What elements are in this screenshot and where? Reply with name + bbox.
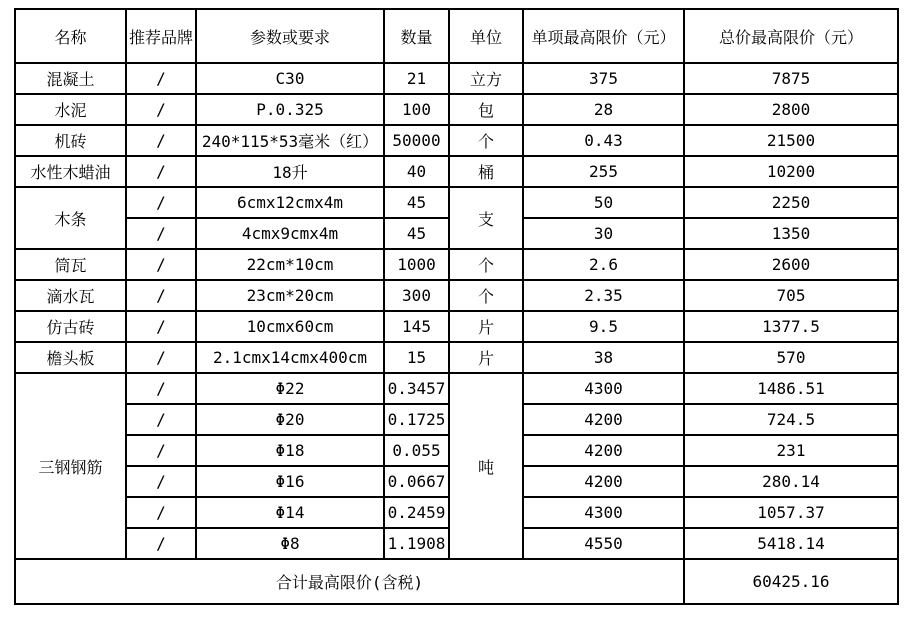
cell-spec: Φ16 <box>196 466 384 497</box>
table-row <box>15 280 898 311</box>
cell-total-price: 231 <box>684 435 898 466</box>
cell-spec: P.0.325 <box>196 94 384 125</box>
header-total-price-limit: 总价最高限价（元） <box>684 9 898 63</box>
cell-name: 水泥 <box>15 94 126 125</box>
cell-spec: 6cmx12cmx4m <box>196 187 384 218</box>
cell-total-price: 280.14 <box>684 466 898 497</box>
cell-quantity: 100 <box>384 94 449 125</box>
cell-unit: 个 <box>449 125 523 156</box>
cell-unit-price: 2.6 <box>523 249 684 280</box>
cell-brand: / <box>126 435 196 466</box>
cell-brand: / <box>126 94 196 125</box>
cell-brand: / <box>126 63 196 94</box>
cell-unit-price: 255 <box>523 156 684 187</box>
total-row <box>15 559 898 604</box>
cell-unit: 片 <box>449 342 523 373</box>
header-brand: 推荐品牌 <box>126 9 196 63</box>
table-row <box>15 125 898 156</box>
cell-unit-price: 38 <box>523 342 684 373</box>
cell-unit-price: 4300 <box>523 373 684 404</box>
cell-unit-price: 375 <box>523 63 684 94</box>
cell-unit: 桶 <box>449 156 523 187</box>
cell-unit-price: 50 <box>523 187 684 218</box>
cell-spec: 2.1cmx14cmx400cm <box>196 342 384 373</box>
cell-total-price: 705 <box>684 280 898 311</box>
cell-spec: Φ20 <box>196 404 384 435</box>
cell-name: 木条 <box>15 187 126 249</box>
cell-name: 水性木蜡油 <box>15 156 126 187</box>
total-value: 60425.16 <box>684 559 898 604</box>
cell-quantity: 1000 <box>384 249 449 280</box>
header-row <box>15 9 898 63</box>
cell-spec: 10cmx60cm <box>196 311 384 342</box>
cell-quantity: 45 <box>384 218 449 249</box>
cell-quantity: 21 <box>384 63 449 94</box>
cell-quantity: 0.1725 <box>384 404 449 435</box>
cell-name: 机砖 <box>15 125 126 156</box>
cell-quantity: 50000 <box>384 125 449 156</box>
table-row <box>15 187 898 218</box>
cell-spec: 4cmx9cmx4m <box>196 218 384 249</box>
table-row <box>15 373 898 404</box>
cell-brand: / <box>126 404 196 435</box>
cell-unit-price: 28 <box>523 94 684 125</box>
cell-spec: 18升 <box>196 156 384 187</box>
cell-spec: Φ14 <box>196 497 384 528</box>
cell-total-price: 724.5 <box>684 404 898 435</box>
cell-unit: 片 <box>449 311 523 342</box>
cell-name: 滴水瓦 <box>15 280 126 311</box>
table-row <box>15 156 898 187</box>
cell-name: 檐头板 <box>15 342 126 373</box>
cell-unit-price: 4550 <box>523 528 684 559</box>
cell-spec: Φ18 <box>196 435 384 466</box>
cell-brand: / <box>126 373 196 404</box>
cell-quantity: 0.0667 <box>384 466 449 497</box>
cell-quantity: 0.2459 <box>384 497 449 528</box>
cell-spec: 22cm*10cm <box>196 249 384 280</box>
cell-total-price: 2800 <box>684 94 898 125</box>
cell-unit-price: 4200 <box>523 435 684 466</box>
cell-quantity: 15 <box>384 342 449 373</box>
cell-quantity: 0.055 <box>384 435 449 466</box>
cell-unit: 吨 <box>449 373 523 559</box>
cell-brand: / <box>126 125 196 156</box>
cell-spec: 240*115*53毫米（红） <box>196 125 384 156</box>
cell-total-price: 1377.5 <box>684 311 898 342</box>
cell-total-price: 5418.14 <box>684 528 898 559</box>
cell-brand: / <box>126 249 196 280</box>
table-row <box>15 311 898 342</box>
cell-unit: 支 <box>449 187 523 249</box>
cell-total-price: 1350 <box>684 218 898 249</box>
cell-total-price: 2600 <box>684 249 898 280</box>
cell-unit-price: 9.5 <box>523 311 684 342</box>
header-spec: 参数或要求 <box>196 9 384 63</box>
cell-spec: C30 <box>196 63 384 94</box>
cell-name: 混凝土 <box>15 63 126 94</box>
cell-quantity: 145 <box>384 311 449 342</box>
cell-spec: Φ22 <box>196 373 384 404</box>
cell-quantity: 0.3457 <box>384 373 449 404</box>
cell-brand: / <box>126 156 196 187</box>
cell-brand: / <box>126 528 196 559</box>
cell-spec: 23cm*20cm <box>196 280 384 311</box>
table-row <box>15 94 898 125</box>
cell-name: 筒瓦 <box>15 249 126 280</box>
cell-total-price: 1057.37 <box>684 497 898 528</box>
cell-brand: / <box>126 342 196 373</box>
cell-name: 仿古砖 <box>15 311 126 342</box>
table-row <box>15 63 898 94</box>
cell-total-price: 1486.51 <box>684 373 898 404</box>
cell-unit: 个 <box>449 249 523 280</box>
cell-brand: / <box>126 311 196 342</box>
cell-quantity: 1.1908 <box>384 528 449 559</box>
cell-quantity: 45 <box>384 187 449 218</box>
total-label: 合计最高限价(含税) <box>15 559 684 604</box>
cell-quantity: 40 <box>384 156 449 187</box>
cell-unit: 包 <box>449 94 523 125</box>
cell-total-price: 10200 <box>684 156 898 187</box>
cell-brand: / <box>126 466 196 497</box>
cell-brand: / <box>126 280 196 311</box>
header-unit-price-limit: 单项最高限价（元） <box>523 9 684 63</box>
cell-unit-price: 2.35 <box>523 280 684 311</box>
cell-unit-price: 0.43 <box>523 125 684 156</box>
table-row <box>15 342 898 373</box>
header-quantity: 数量 <box>384 9 449 63</box>
cell-unit-price: 4200 <box>523 466 684 497</box>
cell-unit-price: 4300 <box>523 497 684 528</box>
cell-unit: 立方 <box>449 63 523 94</box>
cell-total-price: 2250 <box>684 187 898 218</box>
price-limit-table <box>14 8 899 605</box>
cell-total-price: 7875 <box>684 63 898 94</box>
cell-spec: Φ8 <box>196 528 384 559</box>
cell-brand: / <box>126 187 196 218</box>
cell-total-price: 21500 <box>684 125 898 156</box>
table-row <box>15 249 898 280</box>
cell-quantity: 300 <box>384 280 449 311</box>
header-unit: 单位 <box>449 9 523 63</box>
cell-unit-price: 4200 <box>523 404 684 435</box>
cell-brand: / <box>126 497 196 528</box>
header-name: 名称 <box>15 9 126 63</box>
cell-name: 三钢钢筋 <box>15 373 126 559</box>
cell-unit-price: 30 <box>523 218 684 249</box>
cell-unit: 个 <box>449 280 523 311</box>
cell-total-price: 570 <box>684 342 898 373</box>
cell-brand: / <box>126 218 196 249</box>
